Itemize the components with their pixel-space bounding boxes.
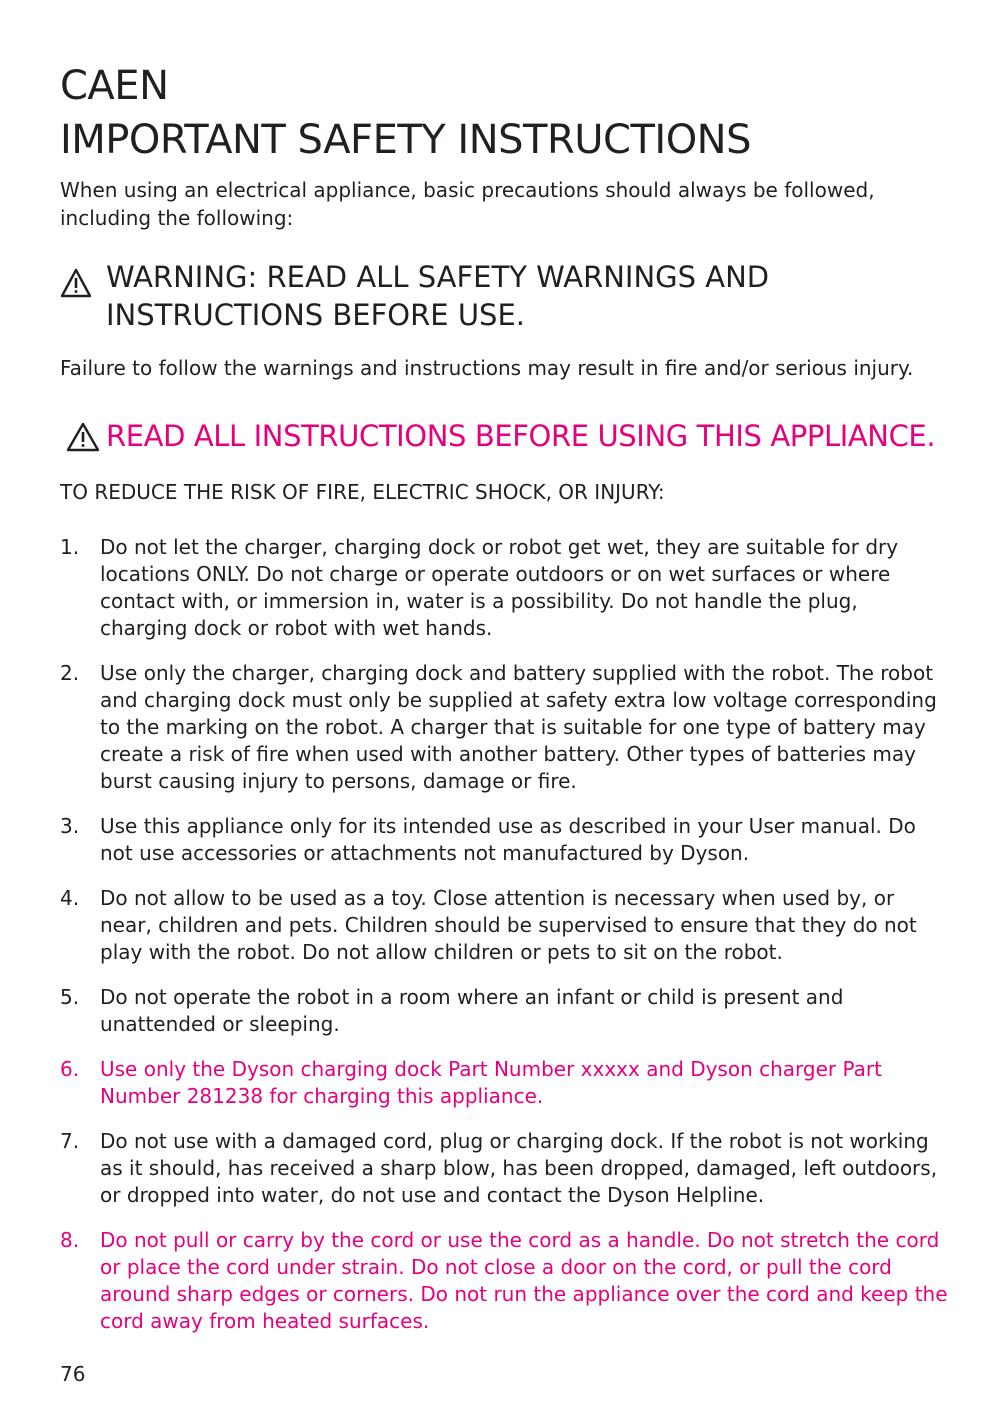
- item-number: 4.: [60, 886, 80, 910]
- list-item: [60, 1128, 950, 1209]
- warning-triangle-icon: [66, 422, 100, 452]
- item-text: Do not let the charger, charging dock or robot get wet, they are suitable for dry locations ONLY. Do not charge or operate outdoors or on wet surfaces or where contact with, or immersion in, water is a possibility. Do not handle the plug, charging dock or robot with wet hands.: [100, 535, 899, 640]
- item-number: 8.: [60, 1228, 80, 1252]
- list-item: [60, 984, 950, 1038]
- page-title: IMPORTANT SAFETY INSTRUCTIONS: [60, 117, 751, 163]
- list-item: [60, 813, 950, 867]
- item-text: Use only the Dyson charging dock Part Number xxxxx and Dyson charger Part Number 281238 for charging this appliance.: [100, 1057, 882, 1108]
- item-text: Use only the charger, charging dock and battery supplied with the robot. The robot and charging dock must only be supplied at safety extra low voltage corresponding to the marking on the robot. A charger that is suitable for one type of battery may create a risk of fire when used with another battery. Other types of batteries may burst causing injury to persons, damage or fire.: [100, 661, 937, 793]
- region-code: CAEN: [60, 63, 169, 109]
- warning-heading-line-2: INSTRUCTIONS BEFORE USE.: [106, 298, 525, 332]
- item-number: 3.: [60, 814, 80, 838]
- warning-heading: [106, 258, 906, 334]
- list-item: [60, 660, 950, 795]
- item-number: 7.: [60, 1129, 80, 1153]
- failure-warning-text: Failure to follow the warnings and instructions may result in fire and/or serious injury.: [60, 356, 914, 380]
- list-item-highlighted: [60, 1056, 950, 1110]
- intro-paragraph: When using an electrical appliance, basic precautions should always be followed, including the following:: [60, 178, 875, 230]
- item-text: Do not operate the robot in a room where an infant or child is present and unattended or sleeping.: [100, 985, 844, 1036]
- item-number: 2.: [60, 661, 80, 685]
- list-item: [60, 885, 950, 966]
- item-text: Do not use with a damaged cord, plug or charging dock. If the robot is not working as it should, has received a sharp blow, has been dropped, damaged, left outdoors, or dropped into water, do not use and contact the Dyson Helpline.: [100, 1129, 938, 1207]
- item-text: Do not pull or carry by the cord or use the cord as a handle. Do not stretch the cord or place the cord under strain. Do not close a door on the cord, or pull the cord around sharp edges or corners. Do not run the appliance over the cord and keep the cord away from heated surfaces.: [100, 1228, 948, 1333]
- item-number: 5.: [60, 985, 80, 1009]
- reduce-risk-heading: TO REDUCE THE RISK OF FIRE, ELECTRIC SHOCK, OR INJURY:: [60, 480, 665, 504]
- warning-triangle-icon: [60, 268, 92, 298]
- item-number: 6.: [60, 1057, 80, 1081]
- page-number: 76: [60, 1362, 86, 1386]
- list-item: [60, 534, 950, 642]
- item-number: 1.: [60, 535, 80, 559]
- instruction-list: [60, 534, 950, 1353]
- read-all-instructions-heading: READ ALL INSTRUCTIONS BEFORE USING THIS APPLIANCE.: [106, 419, 936, 453]
- item-text: Do not allow to be used as a toy. Close attention is necessary when used by, or near, children and pets. Children should be supervised to ensure that they do not play with the robot. Do not allow children or pets to sit on the robot.: [100, 886, 917, 964]
- item-text: Use this appliance only for its intended use as described in your User manual. Do not use accessories or attachments not manufactured by Dyson.: [100, 814, 916, 865]
- list-item-highlighted: [60, 1227, 950, 1335]
- warning-heading-line-1: WARNING: READ ALL SAFETY WARNINGS AND: [106, 260, 770, 294]
